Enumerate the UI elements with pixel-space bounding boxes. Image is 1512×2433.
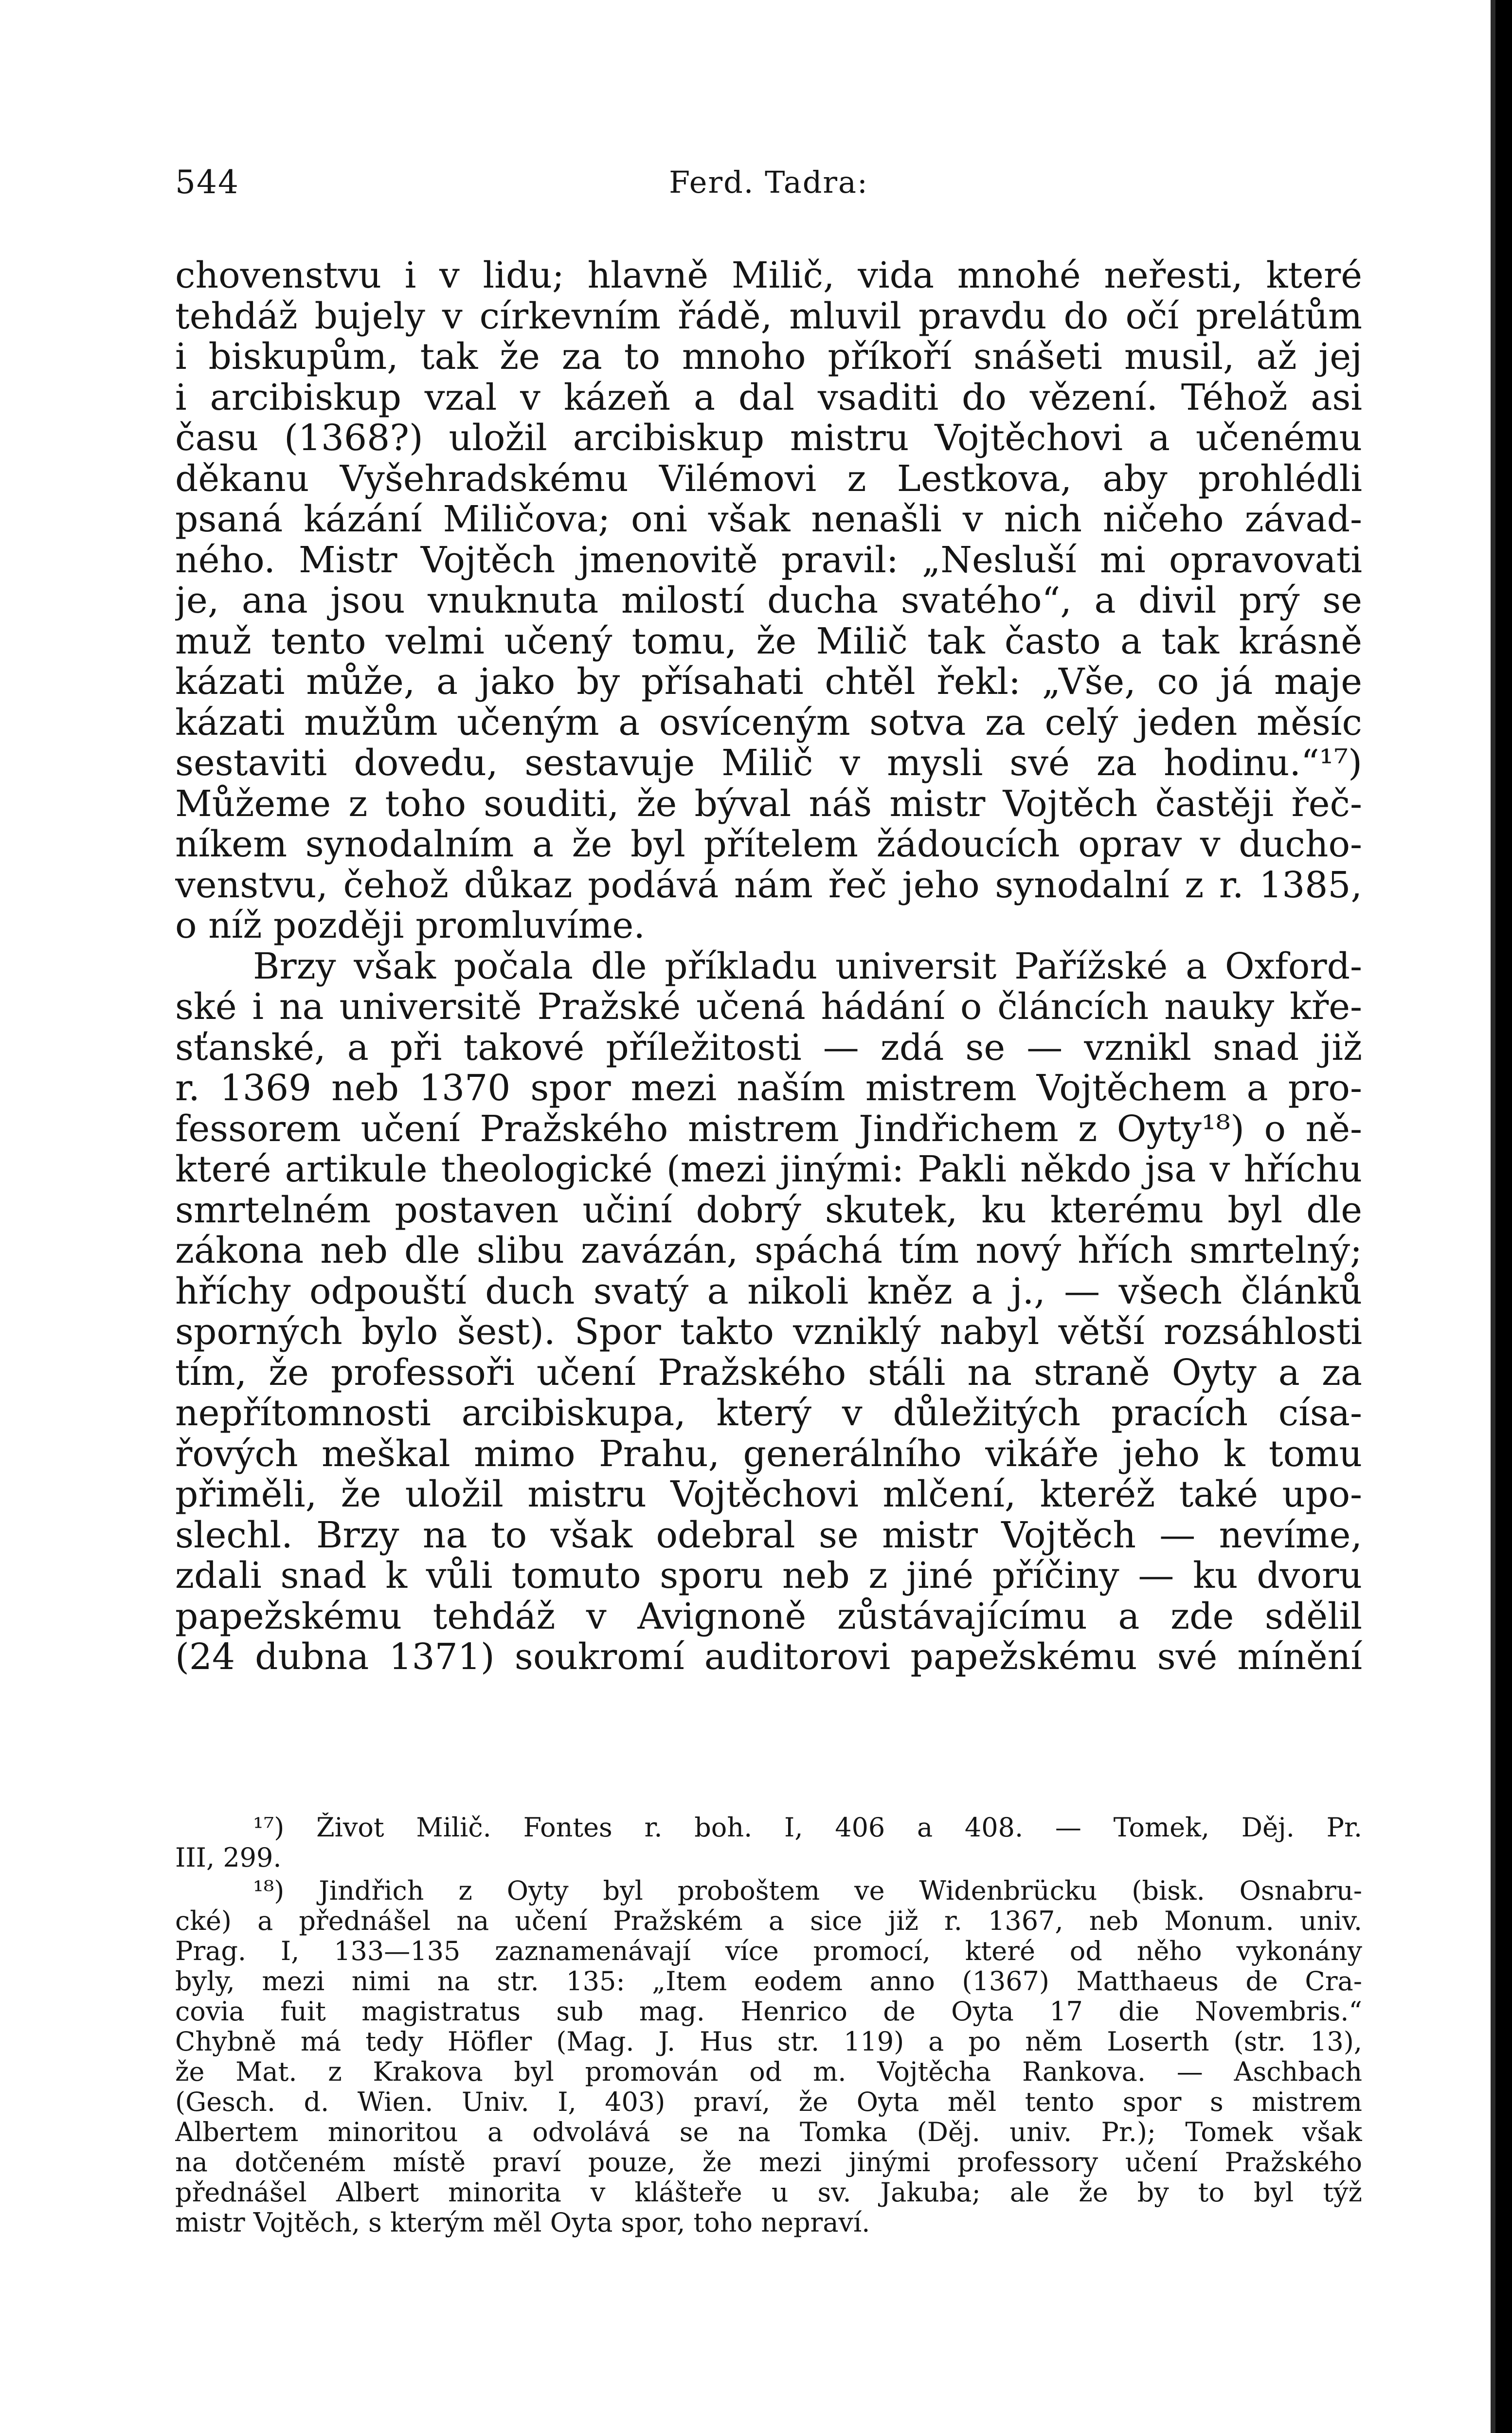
footnotes (175, 1813, 1362, 2238)
footnote-line: (Gesch. d. Wien. Univ. I, 403) praví, že Oyta měl tento spor s mistrem (175, 2087, 1362, 2117)
text-line: sporných bylo šest). Spor takto vzniklý nabyl větší rozsáhlosti (175, 1312, 1362, 1353)
text-line: hříchy odpouští duch svatý a nikoli kněz a j., — všech článků (175, 1271, 1362, 1312)
text-line: času (1368?) uložil arcibiskup mistru Vojtěchovi a učenému (175, 418, 1362, 459)
text-line: r. 1369 neb 1370 spor mezi naším mistrem Vojtěchem a pro- (175, 1068, 1362, 1109)
text-line: níkem synodalním a že byl přítelem žádoucích oprav v ducho- (175, 824, 1362, 865)
footnote-line: Prag. I, 133—135 zaznamenávají více promocí, které od něho vykonány (175, 1936, 1362, 1966)
footnote-line: cké) a přednášel na učení Pražském a sice již r. 1367, neb Monum. univ. (175, 1906, 1362, 1936)
scan-edge-shadow (1491, 0, 1495, 2433)
text-line: Můžeme z toho souditi, že býval náš mistr Vojtěch častěji řeč- (175, 783, 1362, 824)
running-head: Ferd. Tadra: (669, 164, 868, 200)
text-line: smrtelném postaven učiní dobrý skutek, ku kterému byl dle (175, 1190, 1362, 1231)
text-line: (24 dubna 1371) soukromí auditorovi papežskému své mínění (175, 1637, 1362, 1678)
text-line: přiměli, že uložil mistru Vojtěchovi mlčení, kteréž také upo- (175, 1474, 1362, 1515)
footnote-line: byly, mezi nimi na str. 135: „Item eodem anno (1367) Matthaeus de Cra- (175, 1966, 1362, 1997)
text-line: sťanské, a při takové příležitosti — zdá se — vznikl snad již (175, 1027, 1362, 1068)
footnote-line: covia fuit magistratus sub mag. Henrico de Oyta 17 die Novembris.“ (175, 1997, 1362, 2027)
page-header (175, 161, 1362, 204)
text-line: je, ana jsou vnuknuta milostí ducha svatého“, a divil prý se (175, 581, 1362, 621)
footnote-line: ¹⁸) Jindřich z Oyty byl proboštem ve Widenbrücku (bisk. Osnabru- (253, 1876, 1362, 1906)
footnote-line: přednášel Albert minorita v klášteře u sv. Jakuba; ale že by to byl týž (175, 2178, 1362, 2208)
text-line: kázati může, a jako by přísahati chtěl řekl: „Vše, co já maje (175, 662, 1362, 703)
text-line: tím, že professoři učení Pražského stáli na straně Oyty a za (175, 1352, 1362, 1393)
main-text (175, 255, 1362, 1678)
footnote-line: ¹⁷) Život Milič. Fontes r. boh. I, 406 a 408. — Tomek, Děj. Pr. (253, 1813, 1362, 1843)
text-line: tehdáž bujely v církevním řádě, mluvil pravdu do očí prelátům (175, 296, 1362, 337)
text-line: slechl. Brzy na to však odebral se mistr Vojtěch — nevíme, (175, 1515, 1362, 1556)
text-line: zdali snad k vůli tomuto sporu neb z jiné příčiny — ku dvoru (175, 1556, 1362, 1597)
footnote-line: III, 299. (175, 1843, 282, 1873)
text-line: sestaviti dovedu, sestavuje Milič v mysli své za hodinu.“¹⁷) (175, 743, 1362, 784)
footnote-line: mistr Vojtěch, s kterým měl Oyta spor, toho nepraví. (175, 2208, 870, 2238)
text-line: papežskému tehdáž v Avignoně zůstávajícímu a zde sdělil (175, 1596, 1362, 1637)
footnote-line: že Mat. z Krakova byl promován od m. Vojtěcha Rankova. — Aschbach (175, 2057, 1362, 2087)
text-line: nepřítomnosti arcibiskupa, který v důležitých pracích císa- (175, 1393, 1362, 1434)
text-line: zákona neb dle slibu zavázán, spáchá tím nový hřích smrtelný; (175, 1231, 1362, 1271)
text-line: děkanu Vyšehradskému Vilémovi z Lestkova, aby prohlédli (175, 458, 1362, 499)
page-number: 544 (175, 163, 239, 201)
text-line: které artikule theologické (mezi jinými: Pakli někdo jsa v hříchu (175, 1149, 1362, 1190)
footnote-line: Albertem minoritou a odvolává se na Tomka (Děj. univ. Pr.); Tomek však (175, 2117, 1362, 2147)
text-line: ného. Mistr Vojtěch jmenovitě pravil: „Nesluší mi opravovati (175, 540, 1362, 581)
text-line: chovenstvu i v lidu; hlavně Milič, vida mnohé neřesti, které (175, 255, 1362, 296)
text-line: ské i na universitě Pražské učená hádání o článcích nauky kře- (175, 987, 1362, 1028)
text-line: o níž později promluvíme. (175, 906, 645, 946)
text-line: Brzy však počala dle příkladu universit Pařížské a Oxford- (253, 946, 1362, 987)
text-line: venstvu, čehož důkaz podává nám řeč jeho synodalní z r. 1385, (175, 865, 1362, 906)
text-line: kázati mužům učeným a osvíceným sotva za celý jeden měsíc (175, 702, 1362, 743)
footnote-line: na dotčeném místě praví pouze, že mezi jinými professory učení Pražského (175, 2147, 1362, 2178)
text-line: i biskupům, tak že za to mnoho příkoří snášeti musil, až jej (175, 337, 1362, 378)
footnote-18 (175, 1876, 1362, 2238)
text-line: i arcibiskup vzal v kázeň a dal vsaditi do vězení. Téhož asi (175, 377, 1362, 418)
scan-edge (1495, 0, 1512, 2433)
text-line: fessorem učení Pražského mistrem Jindřichem z Oyty¹⁸) o ně- (175, 1108, 1362, 1149)
text-line: psaná kázání Miličova; oni však nenašli v nich ničeho závad- (175, 499, 1362, 540)
footnote-17 (175, 1813, 1362, 1873)
text-line: řových meškal mimo Prahu, generálního vikáře jeho k tomu (175, 1434, 1362, 1474)
text-line: muž tento velmi učený tomu, že Milič tak často a tak krásně (175, 621, 1362, 662)
footnote-line: Chybně má tedy Höfler (Mag. J. Hus str. 119) a po něm Loserth (str. 13), (175, 2027, 1362, 2057)
